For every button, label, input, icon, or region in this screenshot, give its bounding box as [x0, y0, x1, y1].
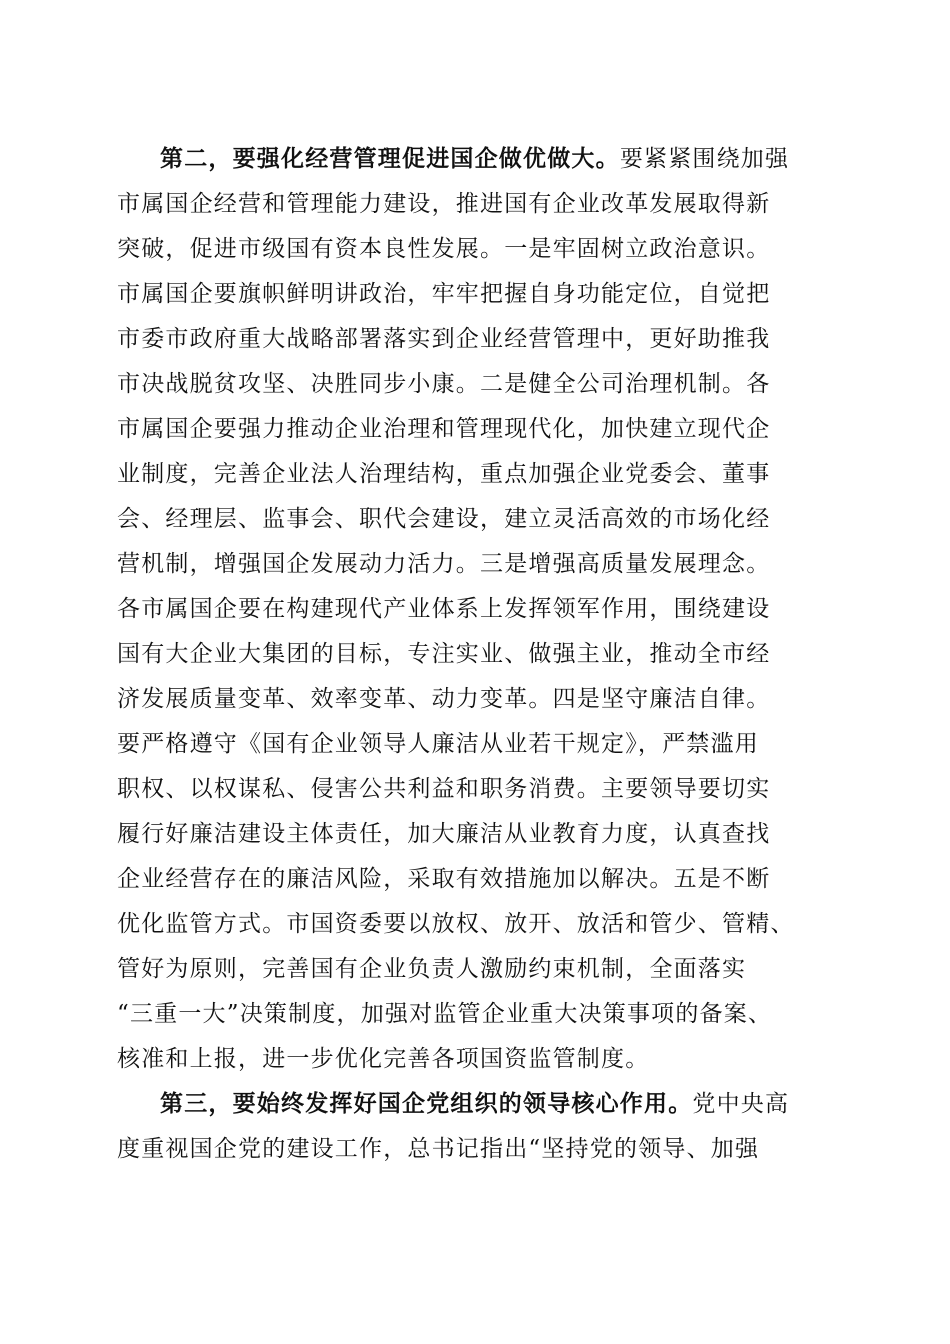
paragraph-1-line-14: 要严格遵守《国有企业领导人廉洁从业若干规定》，严禁滥用 — [117, 731, 759, 757]
paragraph-1-line-9: 会、经理层、监事会、职代会建设，建立灵活高效的市场化经 — [117, 506, 771, 532]
line-text: 党中央高 — [692, 1091, 790, 1117]
section-heading-2: 第二，要强化经营管理促进国企做优做大。 — [160, 145, 620, 172]
paragraph-1-line-3: 突破，促进市级国有资本良性发展。一是牢固树立政治意识。 — [117, 236, 771, 262]
paragraph-1-line-10: 营机制，增强国企发展动力活力。三是增强高质量发展理念。 — [117, 551, 771, 577]
line-text: 要紧紧围绕加强 — [619, 146, 790, 172]
paragraph-1-line-7: 市属国企要强力推动企业治理和管理现代化，加快建立现代企 — [117, 416, 771, 442]
paragraph-1-line-20: “三重一大”决策制度，加强对监管企业重大决策事项的备案、 — [117, 1001, 773, 1027]
paragraph-1-line-15: 职权、以权谋私、侵害公共利益和职务消费。主要领导要切实 — [117, 776, 771, 802]
paragraph-1-line-13: 济发展质量变革、效率变革、动力变革。四是坚守廉洁自律。 — [117, 686, 771, 712]
paragraph-1-line-19: 管好为原则，完善国有企业负责人激励约束机制，全面落实 — [117, 956, 747, 982]
paragraph-1-line-6: 市决战脱贫攻坚、决胜同步小康。二是健全公司治理机制。各 — [117, 371, 771, 397]
paragraph-1-line-5: 市委市政府重大战略部署落实到企业经营管理中，更好助推我 — [117, 326, 771, 352]
paragraph-2-line-2: 度重视国企党的建设工作，总书记指出“坚持党的领导、加强 — [117, 1136, 760, 1162]
paragraph-1-line-18: 优化监管方式。市国资委要以放权、放开、放活和管少、管精、 — [117, 911, 795, 937]
paragraph-2-line-1 — [160, 1084, 833, 1124]
section-heading-3: 第三，要始终发挥好国企党组织的领导核心作用。 — [160, 1090, 693, 1117]
paragraph-1-line-4: 市属国企要旗帜鲜明讲政治，牢牢把握自身功能定位，自觉把 — [117, 281, 771, 307]
paragraph-1-line-2: 市属国企经营和管理能力建设，推进国有企业改革发展取得新 — [117, 191, 771, 217]
paragraph-1-line-17: 企业经营存在的廉洁风险，采取有效措施加以解决。五是不断 — [117, 866, 771, 892]
paragraph-1-line-16: 履行好廉洁建设主体责任，加大廉洁从业教育力度，认真查找 — [117, 821, 771, 847]
paragraph-1-line-21: 核准和上报，进一步优化完善各项国资监管制度。 — [117, 1046, 650, 1072]
paragraph-1-line-1 — [160, 139, 833, 179]
paragraph-1-line-11: 各市属国企要在构建现代产业体系上发挥领军作用，围绕建设 — [117, 596, 771, 622]
paragraph-1-line-12: 国有大企业大集团的目标，专注实业、做强主业，推动全市经 — [117, 641, 771, 667]
paragraph-1-line-8: 业制度，完善企业法人治理结构，重点加强企业党委会、董事 — [117, 461, 771, 487]
